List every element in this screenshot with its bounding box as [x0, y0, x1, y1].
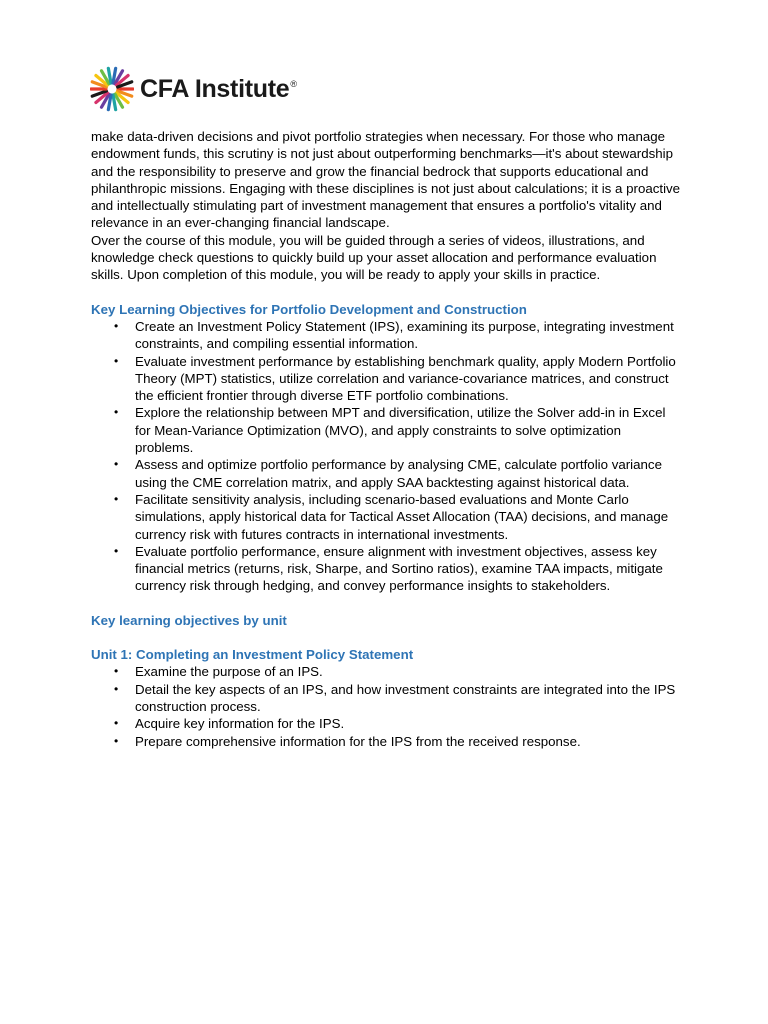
list-item: • Facilitate sensitivity analysis, including scenario-based evaluations and Monte Carlo simulations, apply historical data for Tactical Asset Allocation (TAA) decisions, and manage currency risk with futures contracts in international investments. — [114, 491, 669, 542]
unit1-heading: Unit 1: Completing an Investment Policy Statement — [91, 647, 414, 663]
objectives-list — [91, 318, 681, 595]
bullet-icon: • — [114, 405, 119, 420]
bullet-icon: • — [114, 353, 119, 368]
list-item: • Create an Investment Policy Statement (IPS), examining its purpose, integrating investment constraints, and compiling essential information. — [114, 318, 674, 352]
bullet-icon: • — [114, 318, 119, 333]
list-item: • Acquire key information for the IPS. — [114, 716, 345, 732]
list-item: • Detail the key aspects of an IPS, and how investment constraints are integrated into the IPS construction process. — [114, 681, 676, 714]
bullet-icon: • — [114, 681, 119, 696]
list-item: • Explore the relationship between MPT and diversification, utilize the Solver add-in in Excel for Mean-Variance Optimization (MVO), and apply constraints to solve optimization problems. — [114, 405, 666, 456]
list-item: • Examine the purpose of an IPS. — [114, 664, 323, 680]
list-item: • Evaluate investment performance by establishing benchmark quality, apply Modern Portfolio Theory (MPT) statistics, utilize correlation and variance-covariance matrices, and construct the efficient frontier through diverse ETF portfolio combinations. — [114, 353, 676, 404]
intro-paragraph-2: Over the course of this module, you will be guided through a series of videos, illustrations, and knowledge check questions to quickly build up your asset allocation and performance evaluation skills. Upon completion of this module, you will be ready to apply your skills in practice. — [91, 232, 657, 283]
cfa-starburst-icon — [90, 66, 134, 112]
list-item: • Evaluate portfolio performance, ensure alignment with investment objectives, assess key financial metrics (returns, risk, Sharpe, and Sortino ratios), examine TAA impacts, mitigate currency risk through hedging, and convey performance insights to stakeholders. — [114, 543, 663, 594]
list-item: • Prepare comprehensive information for the IPS from the received response. — [114, 733, 581, 749]
bullet-icon: • — [114, 457, 119, 472]
list-item: • Assess and optimize portfolio performance by analysing CME, calculate portfolio variance using the CME correlation matrix, and apply SAA backtesting against historical data. — [114, 457, 662, 490]
intro-paragraph-1: make data-driven decisions and pivot portfolio strategies when necessary. For those who manage endowment funds, this scrutiny is not just about outperforming benchmarks—it's about stewardship and the responsibility to preserve and grow the financial bedrock that supports educational and philanthropic missions. Engaging with these disciplines is not just about calculations; it is a proactive and intellectually stimulating part of investment management that ensures a portfolio's vitality and relevance in an ever-changing financial landscape. — [91, 129, 681, 231]
bullet-icon: • — [114, 716, 119, 731]
cfa-logo — [90, 66, 297, 112]
bullet-icon: • — [114, 664, 119, 679]
unit1-list — [91, 663, 681, 749]
units-heading: Key learning objectives by unit — [91, 612, 287, 628]
bullet-icon: • — [114, 543, 119, 558]
objectives-heading: Key Learning Objectives for Portfolio Development and Construction — [91, 301, 527, 317]
document-body — [91, 128, 681, 750]
logo-text: CFA Institute® — [140, 74, 297, 103]
bullet-icon: • — [114, 491, 119, 506]
bullet-icon: • — [114, 733, 119, 748]
